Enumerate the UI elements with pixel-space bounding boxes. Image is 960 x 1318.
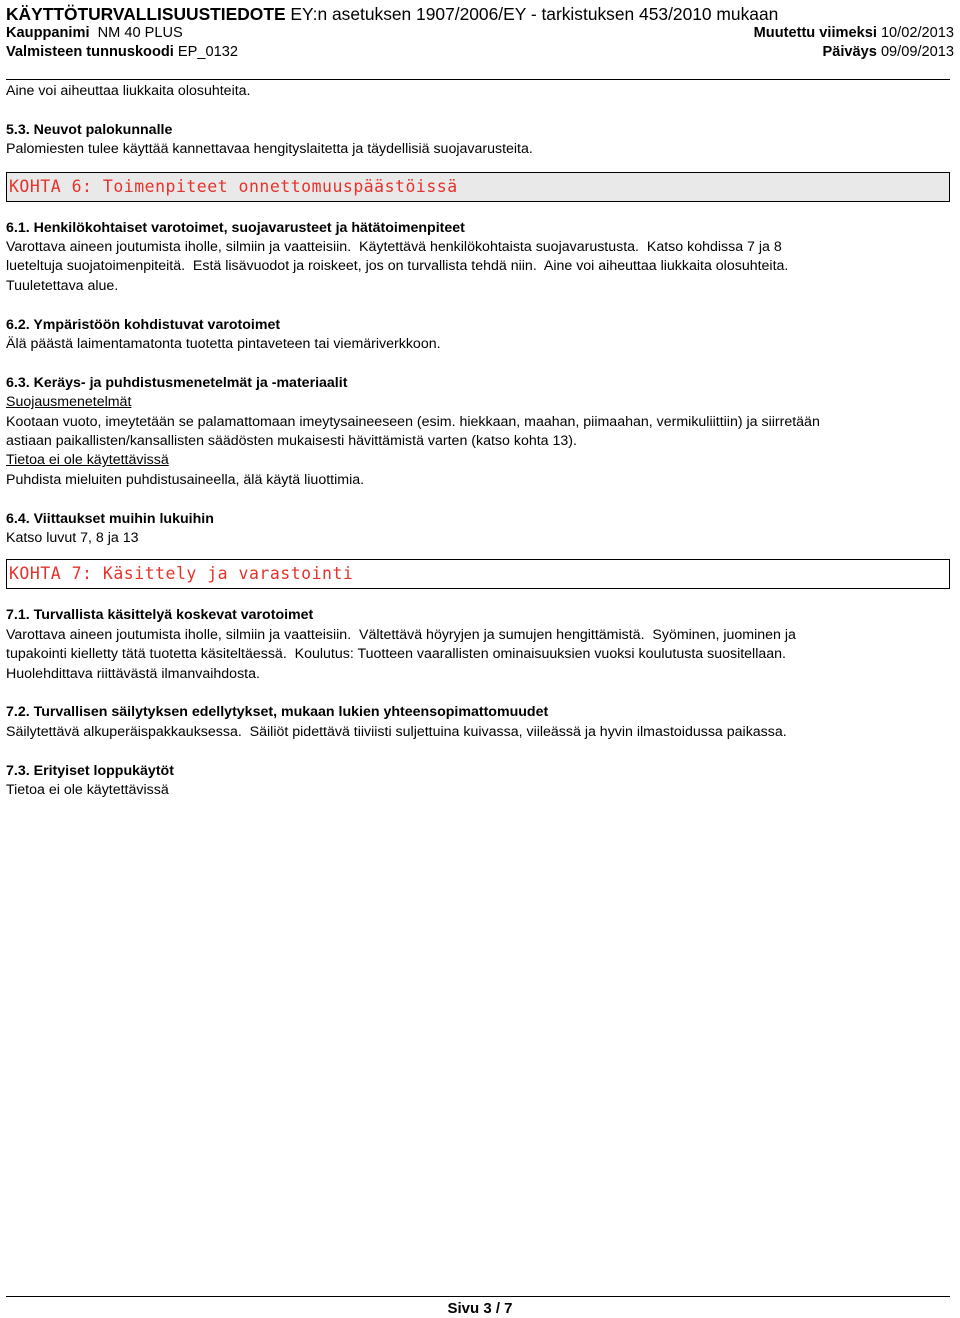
product-value: NM 40 PLUS <box>89 25 183 41</box>
heading-7-3: 7.3. Erityiset loppukäytöt <box>6 762 174 779</box>
subheading-protection-methods: Suojausmenetelmät <box>6 394 132 411</box>
heading-6-4: 6.4. Viittaukset muihin lukuihin <box>6 510 214 527</box>
page-number: Sivu 3 / 7 <box>447 1300 513 1317</box>
document-title <box>6 3 954 25</box>
text-7-1-line1: Varottava aineen joutumista iholle, silmiin ja vaatteisiin. Vältettävä höyryjen ja sumujen hengittämistä. Syöminen, juominen ja <box>6 626 796 643</box>
revised-value: 10/02/2013 <box>876 25 954 41</box>
heading-7-2: 7.2. Turvallisen säilytyksen edellytykset, mukaan lukien yhteensopimattomuudet <box>6 704 549 721</box>
code-label: Valmisteen tunnuskoodi <box>6 44 174 60</box>
text-6-1-line2: lueteltuja suojatoimenpiteitä. Estä lisävuodot ja roiskeet, jos on turvallista tehdä niin. Aine voi aiheuttaa liukkaita olosuhteita. <box>6 258 789 275</box>
text-5-3: Palomiesten tulee käyttää kannettavaa hengityslaitetta ja täydellisiä suojavarusteita. <box>6 141 533 158</box>
header-row-product <box>6 24 954 43</box>
heading-7-1: 7.1. Turvallista käsittelyä koskevat varotoimet <box>6 607 314 624</box>
title-bold: KÄYTTÖTURVALLISUUSTIEDOTE <box>6 4 286 24</box>
heading-6-3: 6.3. Keräys- ja puhdistusmenetelmät ja -materiaalit <box>6 374 348 391</box>
header-divider <box>6 79 950 80</box>
date-label: Päiväys <box>822 44 877 60</box>
heading-5-3: 5.3. Neuvot palokunnalle <box>6 121 173 138</box>
text-6-3-line2: astiaan paikallisten/kansallisten säädösten mukaisesti hävittämistä varten (katso kohta 13). <box>6 433 577 450</box>
header-row-code <box>6 43 954 62</box>
text-7-2: Säilytettävä alkuperäispakkauksessa. Säiliöt pidettävä tiiviisti suljettuina kuivassa, viileässä ja hyvin ilmastoidussa paikassa. <box>6 723 787 740</box>
heading-6-2: 6.2. Ympäristöön kohdistuvat varotoimet <box>6 316 281 333</box>
document-body <box>6 82 950 801</box>
product-label: Kauppanimi <box>6 25 90 41</box>
section-banner-6: KOHTA 6: Toimenpiteet onnettomuuspäästöissä <box>6 172 950 202</box>
issue-date <box>823 43 954 62</box>
revised-label: Muutettu viimeksi <box>753 25 877 41</box>
text-7-1-line3: Huolehdittava riittävästä ilmanvaihdosta. <box>6 665 260 682</box>
text-6-2: Älä päästä laimentamatonta tuotetta pintaveteen tai viemäriverkkoon. <box>6 336 441 353</box>
continued-text: Aine voi aiheuttaa liukkaita olosuhteita. <box>6 83 251 99</box>
text-6-3-line3: Puhdista mieluiten puhdistusaineella, älä käytä liuottimia. <box>6 471 365 488</box>
title-regulation: EY:n asetuksen 1907/2006/EY - tarkistuksen 453/2010 mukaan <box>285 4 779 24</box>
code-value: EP_0132 <box>173 44 238 60</box>
product-code <box>6 43 238 62</box>
text-7-1-line2: tupakointi kielletty tätä tuotetta käsiteltäessä. Koulutus: Tuotteen vaarallisten ominaisuuksien vuoksi koulutusta suositellaan. <box>6 646 786 663</box>
text-6-1-line1: Varottava aineen joutumista iholle, silmiin ja vaatteisiin. Käytettävä henkilökohtaista suojavarustusta. Katso kohdissa 7 ja 8 <box>6 239 782 256</box>
text-6-1-line3: Tuuletettava alue. <box>6 277 119 294</box>
date-value: 09/09/2013 <box>876 44 954 60</box>
section-banner-7: KOHTA 7: Käsittely ja varastointi <box>6 559 950 589</box>
heading-6-1: 6.1. Henkilökohtaiset varotoimet, suojavarusteet ja hätätoimenpiteet <box>6 219 465 236</box>
footer-divider <box>6 1296 950 1297</box>
revised-date <box>754 24 954 43</box>
text-7-3: Tietoa ei ole käytettävissä <box>6 782 169 799</box>
text-6-3-line1: Kootaan vuoto, imeytetään se palamattomaan imeytysaineeseen (esim. hiekkaan, maahan, piimaahan, vermikuliittiin) ja siirretään <box>6 413 820 430</box>
subheading-no-info: Tietoa ei ole käytettävissä <box>6 452 169 469</box>
text-6-4: Katso luvut 7, 8 ja 13 <box>6 530 139 547</box>
product-name <box>6 24 183 43</box>
